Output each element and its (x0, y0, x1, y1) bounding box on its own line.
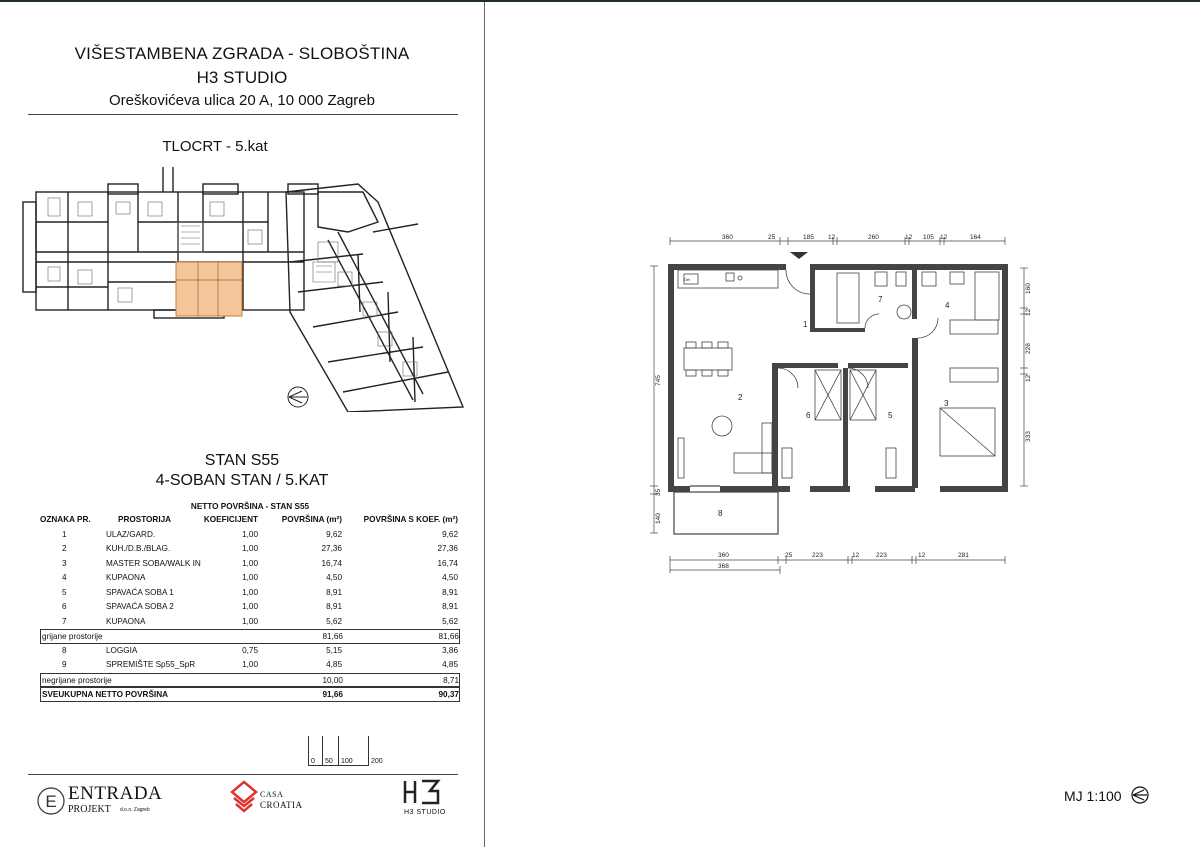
unit-highlight (176, 262, 242, 316)
cell-area: 4,85 (326, 660, 342, 669)
table-row (40, 528, 460, 543)
cell-area: 4,50 (326, 573, 342, 582)
cell-coef: 1,00 (242, 529, 258, 539)
dim-right: 160 (1025, 283, 1032, 294)
dim-left: 745 (655, 375, 662, 386)
dim-right: 228 (1025, 343, 1032, 354)
table-row (40, 600, 460, 615)
h3-monogram-icon (402, 778, 446, 806)
cell-area: 5,62 (326, 616, 342, 626)
cell-coef: 1,00 (242, 573, 258, 582)
dim-top: 164 (970, 234, 981, 241)
dim-top: 260 (868, 234, 879, 241)
casa-line2: CROATIA (260, 800, 303, 810)
cell-room: LOGGIA (106, 645, 138, 655)
table-row (40, 615, 460, 630)
subtotal-area-coef: 8,71 (443, 675, 459, 685)
cell-area-coef: 16,74 (437, 558, 458, 568)
total-area: 91,66 (322, 690, 343, 699)
cell-id: 5 (62, 587, 67, 597)
dim-bottom: 223 (876, 552, 887, 559)
dim-top: 12 (940, 234, 948, 241)
heated-subtotal-row (40, 629, 460, 644)
entrada-small: d.o.o. Zagreb (120, 807, 150, 813)
cell-area: 5,15 (326, 645, 342, 655)
cell-room: KUPAONA (106, 573, 146, 582)
header-area: POVRŠINA (m²) (281, 515, 342, 524)
table-caption: NETTO POVRŠINA - STAN S55 (190, 502, 310, 511)
project-title: VIŠESTAMBENA ZGRADA - SLOBOŠTINA (74, 44, 410, 63)
table-row (40, 557, 460, 572)
room-number: 5 (888, 411, 893, 420)
header-room: PROSTORIJA (118, 515, 172, 524)
cell-area-coef: 8,91 (442, 602, 458, 611)
cell-room: MASTER SOBA/WALK IN (106, 558, 201, 568)
building-key-plan (18, 162, 468, 412)
casa-line1: CASA (260, 790, 284, 799)
cell-area-coef: 9,62 (442, 529, 458, 539)
appliance-label: Del (684, 277, 691, 282)
cell-coef: 1,00 (242, 660, 258, 669)
subtotal-area: 10,00 (322, 675, 343, 685)
entrada-emblem-icon (36, 786, 66, 816)
scale-bar (308, 736, 388, 768)
scale-label: 100 (341, 758, 353, 765)
cell-coef: 0,75 (242, 645, 258, 655)
dim-top: 12 (905, 234, 913, 241)
cell-area: 8,91 (326, 602, 342, 611)
total-area-coef: 90,37 (438, 690, 459, 699)
subtotal-area: 81,66 (322, 632, 343, 641)
table-row (40, 586, 460, 601)
apartment-plan (650, 228, 1040, 578)
table-row (40, 644, 460, 659)
cell-area: 27,36 (321, 544, 342, 553)
table-header (40, 513, 460, 528)
entrada-sub: PROJEKT (68, 804, 111, 815)
cell-id: 6 (62, 602, 67, 611)
total-label: SVEUKUPNA NETTO POVRŠINA (42, 690, 169, 699)
h3-studio-logo (396, 778, 452, 822)
cell-room: KUH./D.B./BLAG. (106, 544, 171, 553)
north-arrow-icon (1131, 786, 1149, 804)
dim-top: 12 (828, 234, 836, 241)
cell-coef: 1,00 (242, 558, 258, 568)
scale-label: 200 (371, 758, 383, 765)
dim-left: 140 (655, 513, 662, 524)
cell-area: 8,91 (326, 587, 342, 597)
unit-name: STAN S55 (204, 452, 280, 469)
total-row (40, 687, 460, 702)
dim-right: 333 (1025, 431, 1032, 442)
cell-area-coef: 4,50 (442, 573, 458, 582)
project-address: Oreškovićeva ulica 20 A, 10 000 Zagreb (109, 92, 375, 109)
room-number: 4 (945, 301, 950, 310)
casa-croatia-logo (230, 780, 320, 820)
cell-area-coef: 3,86 (442, 645, 458, 655)
room-number: 3 (944, 399, 949, 408)
dim-top: 185 (803, 234, 814, 241)
cell-id: 4 (62, 573, 67, 582)
room-number: 6 (806, 411, 811, 420)
dim-top: 105 (923, 234, 934, 241)
subtotal-area-coef: 81,66 (438, 632, 459, 641)
cell-id: 1 (62, 529, 67, 539)
unheated-subtotal-row (40, 673, 460, 688)
cell-area-coef: 5,62 (442, 616, 458, 626)
h3-sub: H3 STUDIO (404, 809, 446, 816)
dim-right: 12 (1025, 308, 1032, 316)
dim-top: 25 (768, 234, 776, 241)
dim-bottom: 360 (718, 552, 729, 559)
header-rule (28, 114, 458, 115)
dim-bottom: 12 (852, 552, 860, 559)
svg-text:E: E (45, 792, 57, 811)
cell-area: 9,62 (326, 529, 342, 539)
cell-room: KUPAONA (106, 616, 146, 626)
cell-area-coef: 8,91 (442, 587, 458, 597)
room-number: 2 (738, 393, 743, 402)
cell-room: SPAVAĆA SOBA 2 (106, 602, 174, 611)
cell-area-coef: 4,85 (442, 660, 458, 669)
room-number: 1 (803, 320, 808, 329)
header-coef: KOEFICIJENT (203, 515, 258, 524)
dim-bottom: 223 (812, 552, 823, 559)
dim-bottom2: 368 (718, 563, 729, 570)
entrance-arrow-icon (790, 252, 808, 259)
cell-coef: 1,00 (242, 616, 258, 626)
dim-left: 35 (655, 488, 662, 496)
entrada-name: ENTRADA (68, 783, 163, 804)
room-number: 8 (718, 509, 723, 518)
header-area-coef: POVRŠINA S KOEF. (m²) (363, 515, 458, 524)
project-subtitle: H3 STUDIO (196, 68, 288, 87)
cell-room: SPREMIŠTE Sp55_SpR (106, 660, 196, 669)
header-id: OZNAKA PR. (40, 515, 91, 524)
cell-id: 2 (62, 544, 67, 553)
cell-coef: 1,00 (242, 587, 258, 597)
room-number: 7 (878, 295, 883, 304)
cell-id: 9 (62, 660, 67, 669)
cell-id: 7 (62, 616, 67, 626)
dim-right: 12 (1025, 374, 1032, 382)
dim-top: 360 (722, 234, 733, 241)
subtotal-label: grijane prostorije (42, 632, 103, 641)
cell-area: 16,74 (321, 558, 342, 568)
north-arrow-icon (288, 387, 308, 407)
cell-room: SPAVAĆA SOBA 1 (106, 587, 174, 597)
casa-emblem-icon (230, 780, 258, 814)
cell-id: 8 (62, 645, 67, 655)
scale-label: 0 (311, 758, 315, 765)
cell-area-coef: 27,36 (437, 544, 458, 553)
scale-label: 50 (325, 758, 333, 765)
dim-bottom: 25 (785, 552, 793, 559)
table-row (40, 658, 460, 673)
dim-bottom: 281 (958, 552, 969, 559)
plan-scale: MJ 1:100 (1064, 788, 1122, 804)
unit-description: 4-SOBAN STAN / 5.KAT (155, 472, 329, 489)
table-row (40, 542, 460, 557)
cell-coef: 1,00 (242, 602, 258, 611)
area-table (40, 500, 460, 702)
top-border-line (0, 0, 1200, 2)
subtotal-label: negrijane prostorije (42, 675, 112, 685)
entrada-logo (36, 780, 166, 824)
floor-plan-label: TLOCRT - 5.kat (162, 138, 268, 155)
cell-coef: 1,00 (242, 544, 258, 553)
panel-divider (484, 2, 485, 847)
footer-rule (28, 774, 458, 775)
cell-room: ULAZ/GARD. (106, 529, 156, 539)
dim-bottom: 12 (918, 552, 926, 559)
table-row (40, 571, 460, 586)
cell-id: 3 (62, 558, 67, 568)
